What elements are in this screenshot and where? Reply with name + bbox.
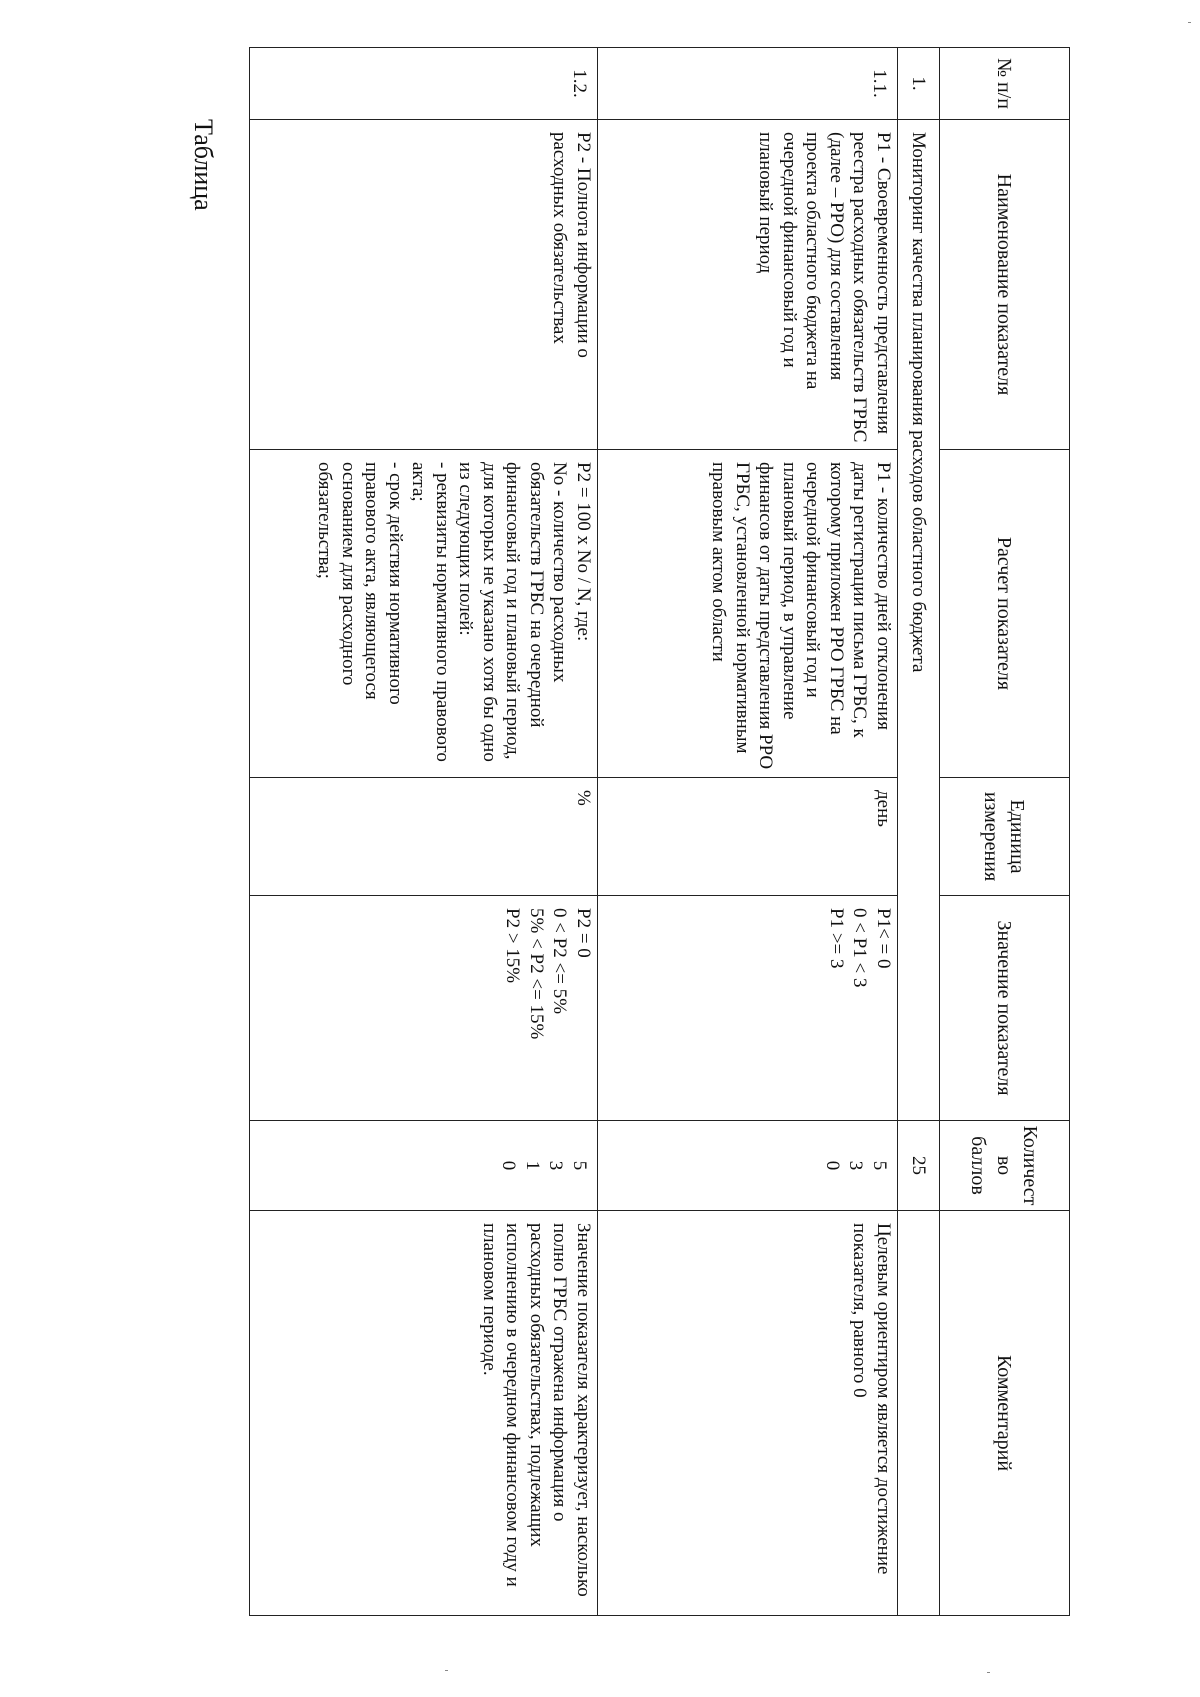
table-row	[250, 48, 598, 1616]
indicator-values	[598, 896, 898, 1121]
scan-speck	[987, 1672, 990, 1673]
score-line: 5	[869, 1160, 890, 1171]
section-num: 1.	[898, 48, 940, 120]
calc-line: - реквизиты нормативного правового акта;	[408, 462, 453, 762]
page-title: Таблица	[189, 119, 218, 211]
value-line: 0 < Р2 <= 5%	[549, 908, 571, 1015]
table-row	[598, 48, 898, 1616]
rotated-table-container	[250, 47, 1070, 1615]
section-score: 25	[898, 1121, 940, 1211]
indicator-scores	[250, 1121, 598, 1211]
indicator-values	[250, 896, 598, 1121]
scan-speck	[445, 1670, 448, 1671]
row-num: 1.2.	[250, 48, 598, 120]
indicator-comment: Значение показателя характеризует, насколько полно ГРБС отражена информация о расходных обязательствах, подлежащих исполнению в очередном финансовом году и плановом периоде.	[250, 1211, 598, 1616]
calc-line: No - количество расходных обязательств ГРБС на очередной финансовый год и плановый период, для которых не указано хотя бы одно из следующих полей:	[455, 462, 571, 762]
value-line: 5% < Р2 <= 15%	[526, 908, 547, 1040]
calc-line: - срок действия нормативного правового акта, являющегося основанием для расходного обязательства;	[314, 462, 406, 705]
score-line: 3	[845, 1160, 867, 1171]
indicators-table	[249, 47, 1070, 1616]
value-line: Р2 = 0	[573, 908, 594, 958]
section-comment-empty	[898, 1211, 940, 1616]
header-score: Количество баллов	[940, 1121, 1070, 1211]
indicator-calc	[250, 450, 598, 778]
indicator-unit: %	[250, 778, 598, 896]
score-line: 0	[822, 1160, 843, 1171]
indicator-unit: день	[598, 778, 898, 896]
indicator-name: Р2 - Полнота информации о расходных обязательствах	[250, 120, 598, 450]
header-name: Наименование показателя	[940, 120, 1070, 450]
value-line: Р2 > 15%	[502, 908, 524, 984]
indicator-name: Р1 - Своевременность представления реестра расходных обязательств ГРБС (далее – РРО) для составления проекта областного бюджета на очередной финансовый год и плановый период	[598, 120, 898, 450]
value-line: Р1 >= 3	[826, 908, 847, 969]
row-num: 1.1.	[598, 48, 898, 120]
score-line: 5	[569, 1160, 590, 1171]
header-value: Значение показателя	[940, 896, 1070, 1121]
section-row	[898, 48, 940, 1616]
score-line: 3	[545, 1160, 567, 1171]
value-line: 0 < Р1 < 3	[849, 908, 871, 988]
section-title: Мониторинг качества планирования расходов областного бюджета	[898, 120, 940, 1121]
indicator-calc: Р1 - количество дней отклонения даты регистрации письма ГРБС, к которому приложен РРО ГРБС на очередной финансовый год и плановый период, в управление финансов от даты представления РРО ГРБС, установленной нормативным правовым актом области	[598, 450, 898, 778]
header-row	[940, 48, 1070, 1616]
score-line: 0	[498, 1160, 520, 1171]
scan-speck	[1188, 22, 1191, 23]
indicator-scores	[598, 1121, 898, 1211]
score-line: 1	[522, 1160, 543, 1171]
value-line: Р1< = 0	[873, 908, 894, 969]
header-unit: Единица измерения	[940, 778, 1070, 896]
indicator-comment: Целевым ориентиром является достижение показателя, равного 0	[598, 1211, 898, 1616]
calc-line: Р2 = 100 x No / N, где:	[573, 462, 594, 642]
header-calc: Расчет показателя	[940, 450, 1070, 778]
header-comment: Комментарий	[940, 1211, 1070, 1616]
header-num: № п/п	[940, 48, 1070, 120]
